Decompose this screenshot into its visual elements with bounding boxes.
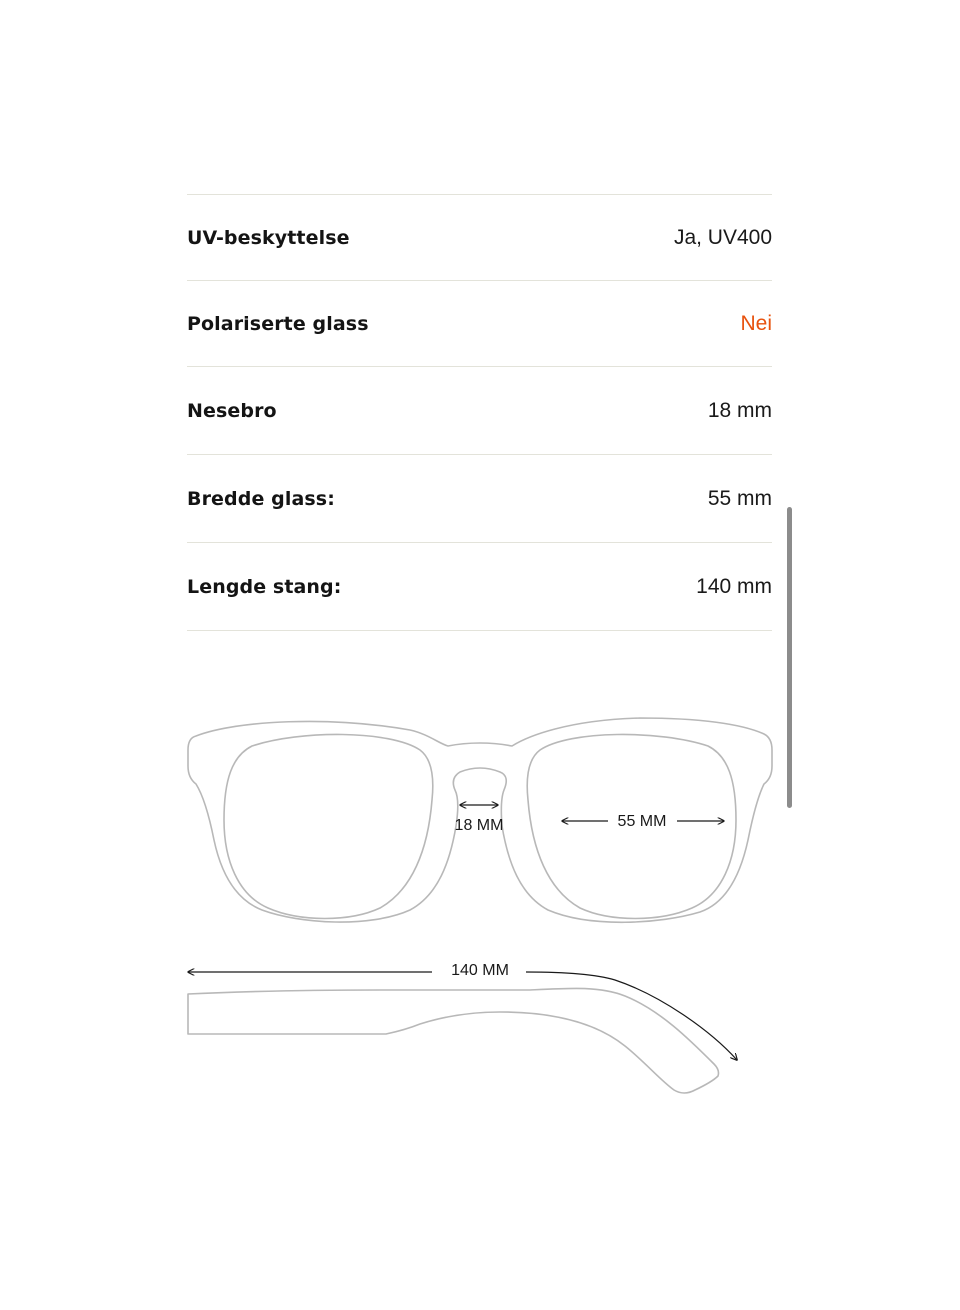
spec-value: Nei xyxy=(740,311,772,335)
spec-value: 140 mm xyxy=(696,574,772,598)
spec-label: Lengde stang: xyxy=(187,575,342,598)
spec-label: Polariserte glass xyxy=(187,312,369,335)
lens-measurement-label: 55 MM xyxy=(617,813,667,830)
temple-measurement-label: 140 MM xyxy=(451,962,509,979)
bridge-measurement-label: 18 MM xyxy=(454,817,504,834)
left-lens-outline xyxy=(224,734,433,918)
temple-arm-outline xyxy=(188,988,719,1093)
spec-row-temple-length xyxy=(187,543,772,631)
spec-table xyxy=(187,194,772,631)
spec-row-lens-width xyxy=(187,455,772,543)
frame-front-outline xyxy=(188,718,772,922)
spec-row-uv-protection xyxy=(187,195,772,281)
temple-arrow-right xyxy=(526,972,737,1060)
spec-value: 55 mm xyxy=(707,486,772,510)
scrollbar-thumb[interactable] xyxy=(787,507,792,808)
spec-label: Bredde glass: xyxy=(187,487,335,510)
spec-value: 18 mm xyxy=(707,398,772,422)
spec-value: Ja, UV400 xyxy=(673,225,772,249)
spec-row-bridge xyxy=(187,367,772,455)
spec-label: Nesebro xyxy=(187,399,277,422)
spec-row-polarized xyxy=(187,281,772,367)
spec-label: UV-beskyttelse xyxy=(187,226,350,249)
right-lens-outline xyxy=(527,734,736,918)
